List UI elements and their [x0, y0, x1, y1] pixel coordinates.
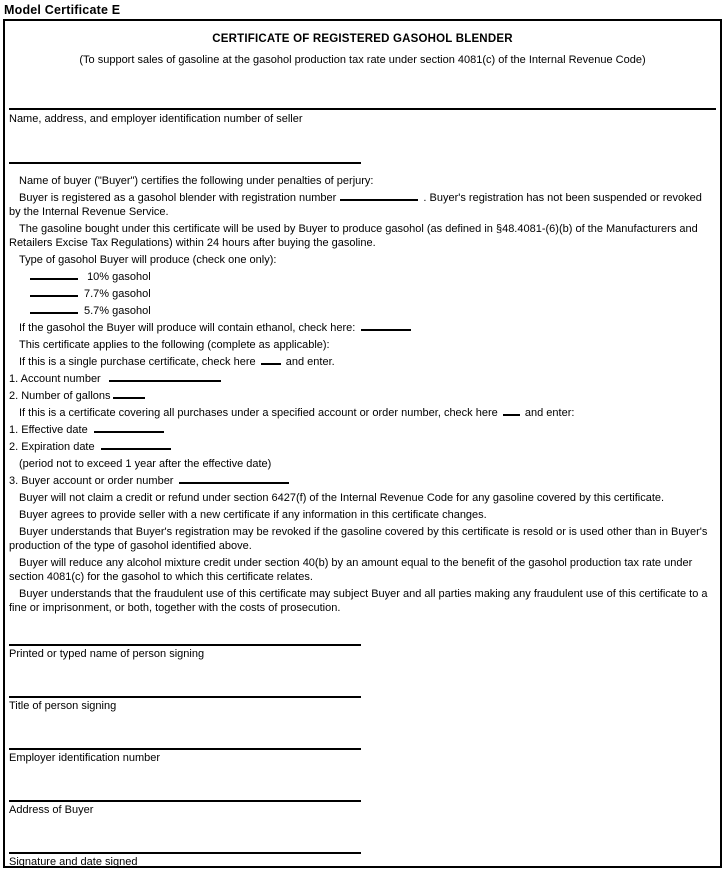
signature-field-title [9, 696, 716, 713]
revocation-statement: Buyer understands that Buyer's registration may be revoked if the gasoline covered by this certificate is resold or is used other than in Buyer's production of the type of gasohol identified above. [9, 526, 708, 552]
account-number-line [9, 372, 716, 386]
fraudulent-use-statement: Buyer understands that the fraudulent use of this certificate may subject Buyer and all parties making any fraudulent use of this certificate to a fine or imprisonment, or both, together with the costs of prosecution. [9, 588, 708, 614]
title-label: Title of person signing [9, 700, 117, 712]
registration-statement-pre: Buyer is registered as a gasohol blender with registration number [19, 192, 337, 204]
number-of-gallons-blank [113, 389, 145, 399]
gasoline-use-statement: The gasoline bought under this certificate will be used by Buyer to produce gasohol (as defined in §48.4081-(6)(b) of the Manufacturers and Retailers Excise Tax Regulations) within 24 hours after buying the gasoline. [9, 223, 698, 249]
seller-fill-line [9, 162, 361, 164]
title-fill-line [9, 696, 361, 698]
gasohol-option-7-7pct-label: 7.7% gasohol [84, 288, 151, 300]
certificate-subtitle: (To support sales of gasoline at the gasohol production tax rate under section 4081(c) of the Internal Revenue Code) [79, 54, 646, 66]
printed-name-label: Printed or typed name of person signing [9, 648, 205, 660]
period-note: (period not to exceed 1 year after the effective date) [19, 458, 272, 470]
account-number-blank [109, 372, 221, 382]
expiration-date-blank [101, 440, 171, 450]
effective-date-line [9, 423, 716, 437]
buyer-account-label: 3. Buyer account or order number [9, 475, 174, 487]
single-purchase-check-blank [261, 355, 281, 365]
address-label: Address of Buyer [9, 804, 94, 816]
covering-purchases-check-blank [503, 406, 520, 416]
no-credit-statement: Buyer will not claim a credit or refund under section 6427(f) of the Internal Revenue Code for any gasoline covered by this certificate. [19, 492, 665, 504]
single-purchase-post: and enter. [285, 356, 335, 368]
registration-statement [9, 191, 716, 219]
gasohol-type-heading: Type of gasohol Buyer will produce (check one only): [19, 254, 277, 266]
buyer-account-blank [179, 474, 289, 484]
ein-label: Employer identification number [9, 752, 161, 764]
gasohol-option-7-7pct-blank [30, 287, 78, 297]
signature-date-label: Signature and date signed [9, 856, 138, 868]
ethanol-check-line [9, 321, 716, 335]
address-fill-line [9, 800, 361, 802]
ein-fill-line [9, 748, 361, 750]
model-certificate-heading: Model Certificate E [4, 3, 121, 17]
gasohol-option-5-7pct-label: 5.7% gasohol [84, 305, 151, 317]
gasohol-option-5-7pct-blank [30, 304, 78, 314]
gasohol-option-7-7pct [9, 287, 716, 301]
signature-field-printed-name [9, 644, 716, 661]
number-of-gallons-label: 2. Number of gallons [9, 390, 111, 402]
ethanol-check-blank [361, 321, 411, 331]
covering-purchases-line [9, 406, 716, 420]
signature-field-signature-date [9, 852, 716, 868]
signature-date-fill-line [9, 852, 361, 854]
effective-date-blank [94, 423, 164, 433]
account-number-label: 1. Account number [9, 373, 101, 385]
reduce-credit-statement: Buyer will reduce any alcohol mixture credit under section 40(b) by an amount equal to the benefit of the gasohol production tax rate under section 4081(c) for the gasohol to which this certificate relates. [9, 557, 693, 583]
registration-number-blank [340, 191, 418, 201]
seller-info-label: Name, address, and employer identification number of seller [9, 113, 303, 125]
gasohol-option-10pct [9, 270, 716, 284]
expiration-date-label: 2. Expiration date [9, 441, 95, 453]
effective-date-label: 1. Effective date [9, 424, 88, 436]
signature-field-ein [9, 748, 716, 765]
printed-name-fill-line [9, 644, 361, 646]
gasohol-option-10pct-label: 10% gasohol [87, 271, 151, 283]
seller-section-rule [9, 108, 716, 110]
expiration-date-line [9, 440, 716, 454]
registration-statement-post: . Buyer's registration has not been suspended or revoked by the Internal Revenue Service. [9, 192, 702, 218]
gasohol-option-10pct-blank [30, 270, 78, 280]
perjury-statement: Name of buyer ("Buyer") certifies the following under penalties of perjury: [19, 175, 374, 187]
covering-purchases-pre: If this is a certificate covering all purchases under a specified account or order number, check here [19, 407, 498, 419]
single-purchase-line [9, 355, 716, 369]
gasohol-option-5-7pct [9, 304, 716, 318]
covering-purchases-post: and enter: [524, 407, 575, 419]
certificate-title: CERTIFICATE OF REGISTERED GASOHOL BLENDER [212, 33, 513, 45]
number-of-gallons-line [9, 389, 716, 403]
signature-section [9, 644, 716, 868]
certificate-document [3, 19, 722, 868]
applies-statement: This certificate applies to the following (complete as applicable): [19, 339, 330, 351]
buyer-account-line [9, 474, 716, 488]
new-certificate-statement: Buyer agrees to provide seller with a new certificate if any information in this certificate changes. [19, 509, 487, 521]
ethanol-check-label: If the gasohol the Buyer will produce will contain ethanol, check here: [19, 322, 356, 334]
single-purchase-pre: If this is a single purchase certificate, check here [19, 356, 256, 368]
signature-field-address [9, 800, 716, 817]
